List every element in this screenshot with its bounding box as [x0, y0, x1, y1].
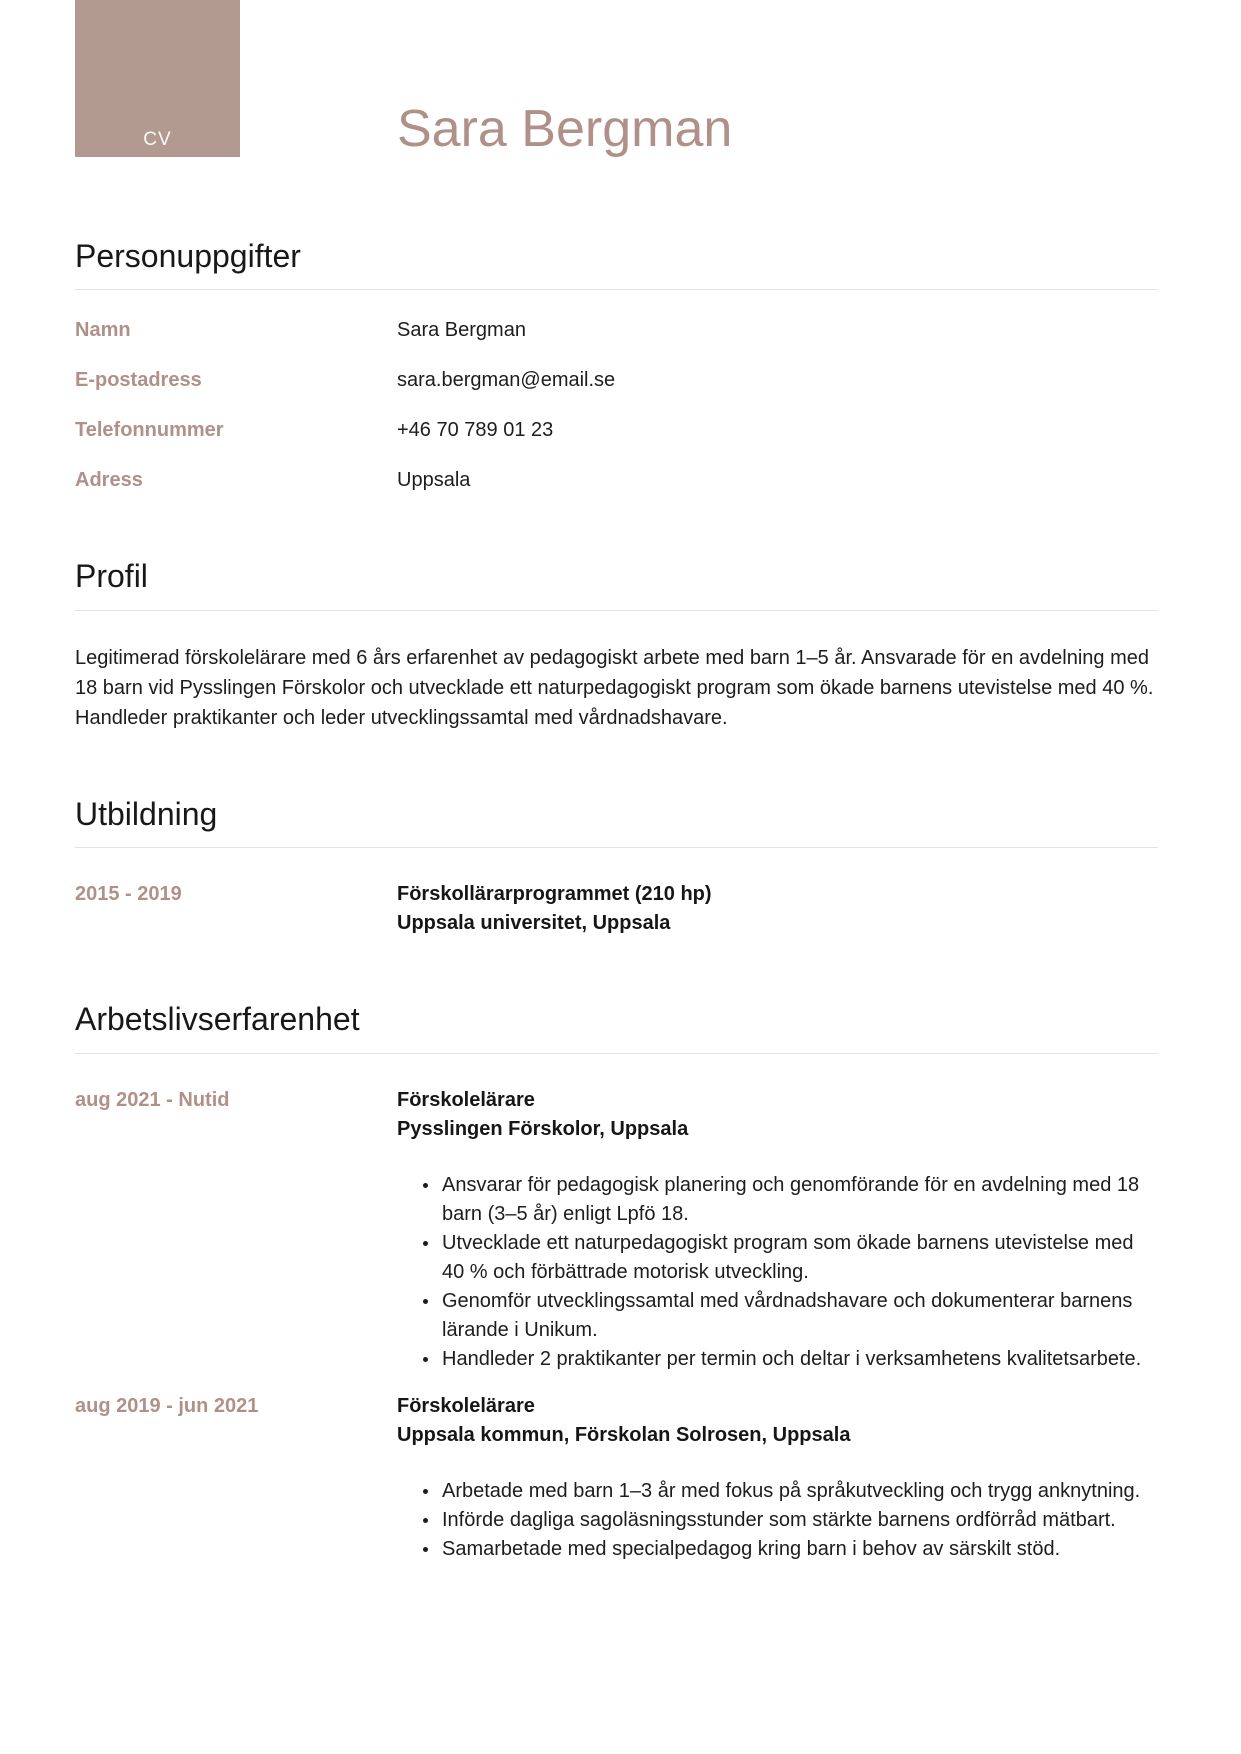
- entry-period: 2015 - 2019: [75, 883, 182, 906]
- bullet-item: • Utvecklade ett naturpedagogiskt program som ökade barnens utevistelse med 40 % och förbättrade motorisk utveckling.: [440, 1229, 1158, 1287]
- cv-badge: [75, 0, 240, 157]
- entry-school: Uppsala universitet, Uppsala: [397, 912, 671, 935]
- education-entry: [75, 880, 1158, 938]
- bullet-list: [397, 1171, 1158, 1374]
- personal-rows: [75, 316, 1158, 495]
- kv-row-phone: [75, 416, 1158, 445]
- kv-label: Namn: [75, 319, 131, 342]
- kv-label: Telefonnummer: [75, 419, 224, 442]
- entry-degree: Förskollärarprogrammet (210 hp): [397, 883, 712, 906]
- kv-value: Uppsala: [397, 469, 471, 492]
- entry-period: aug 2021 - Nutid: [75, 1088, 230, 1111]
- section-profile: [75, 557, 1158, 732]
- kv-label: E-postadress: [75, 369, 202, 392]
- header: [75, 0, 1158, 157]
- entry-role: Förskolelärare: [397, 1088, 535, 1111]
- kv-label: Adress: [75, 469, 143, 492]
- bullet-item: • Handleder 2 praktikanter per termin och deltar i verksamhetens kvalitetsarbete.: [440, 1345, 1158, 1374]
- bullet-item: • Införde dagliga sagoläsningsstunder som stärkte barnens ordförråd mätbart.: [440, 1506, 1158, 1535]
- entry-main: [397, 1392, 1158, 1564]
- section-experience: [75, 1000, 1158, 1563]
- kv-value: sara.bergman@email.se: [397, 369, 616, 392]
- entry-period: aug 2019 - jun 2021: [75, 1394, 259, 1417]
- bullet-list: [397, 1477, 1158, 1564]
- section-title-education: Utbildning: [75, 795, 1158, 848]
- section-personal: [75, 237, 1158, 495]
- kv-value: Sara Bergman: [397, 319, 526, 342]
- kv-row-address: [75, 466, 1158, 495]
- section-title-experience: Arbetslivserfarenhet: [75, 1000, 1158, 1053]
- kv-row-email: [75, 366, 1158, 395]
- experience-entry-2: [75, 1392, 1158, 1564]
- section-title-personal: Personuppgifter: [75, 237, 1158, 290]
- entry-employer: Pysslingen Förskolor, Uppsala: [397, 1117, 689, 1140]
- bullet-item: • Ansvarar för pedagogisk planering och genomförande för en avdelning med 18 barn (3–5 år) enligt Lpfö 18.: [440, 1171, 1158, 1229]
- entry-main: [397, 880, 1158, 938]
- bullet-item: • Arbetade med barn 1–3 år med fokus på språkutveckling och trygg anknytning.: [440, 1477, 1158, 1506]
- entry-employer: Uppsala kommun, Förskolan Solrosen, Uppsala: [397, 1423, 851, 1446]
- bullet-item: • Genomför utvecklingssamtal med vårdnadshavare och dokumenterar barnens lärande i Unikum.: [440, 1287, 1158, 1345]
- kv-row-name: [75, 316, 1158, 345]
- entry-main: [397, 1086, 1158, 1374]
- experience-entry-1: [75, 1086, 1158, 1374]
- kv-value: +46 70 789 01 23: [397, 419, 554, 442]
- bullet-item: • Samarbetade med specialpedagog kring barn i behov av särskilt stöd.: [440, 1535, 1158, 1564]
- section-education: [75, 795, 1158, 938]
- page-title: Sara Bergman: [397, 100, 733, 158]
- cv-badge-label: CV: [143, 129, 172, 150]
- section-title-profile: Profil: [75, 557, 1158, 610]
- entry-role: Förskolelärare: [397, 1394, 535, 1417]
- profile-text: Legitimerad förskolelärare med 6 års erfarenhet av pedagogiskt arbete med barn 1–5 år. Ansvarade för en avdelning med 18 barn vid Pysslingen Förskolor och utvecklade ett naturpedagogiskt program som ökade barnens utevistelse med 40 %. Handleder praktikanter och leder utvecklingssamtal med vårdnadshavare.: [75, 646, 1154, 729]
